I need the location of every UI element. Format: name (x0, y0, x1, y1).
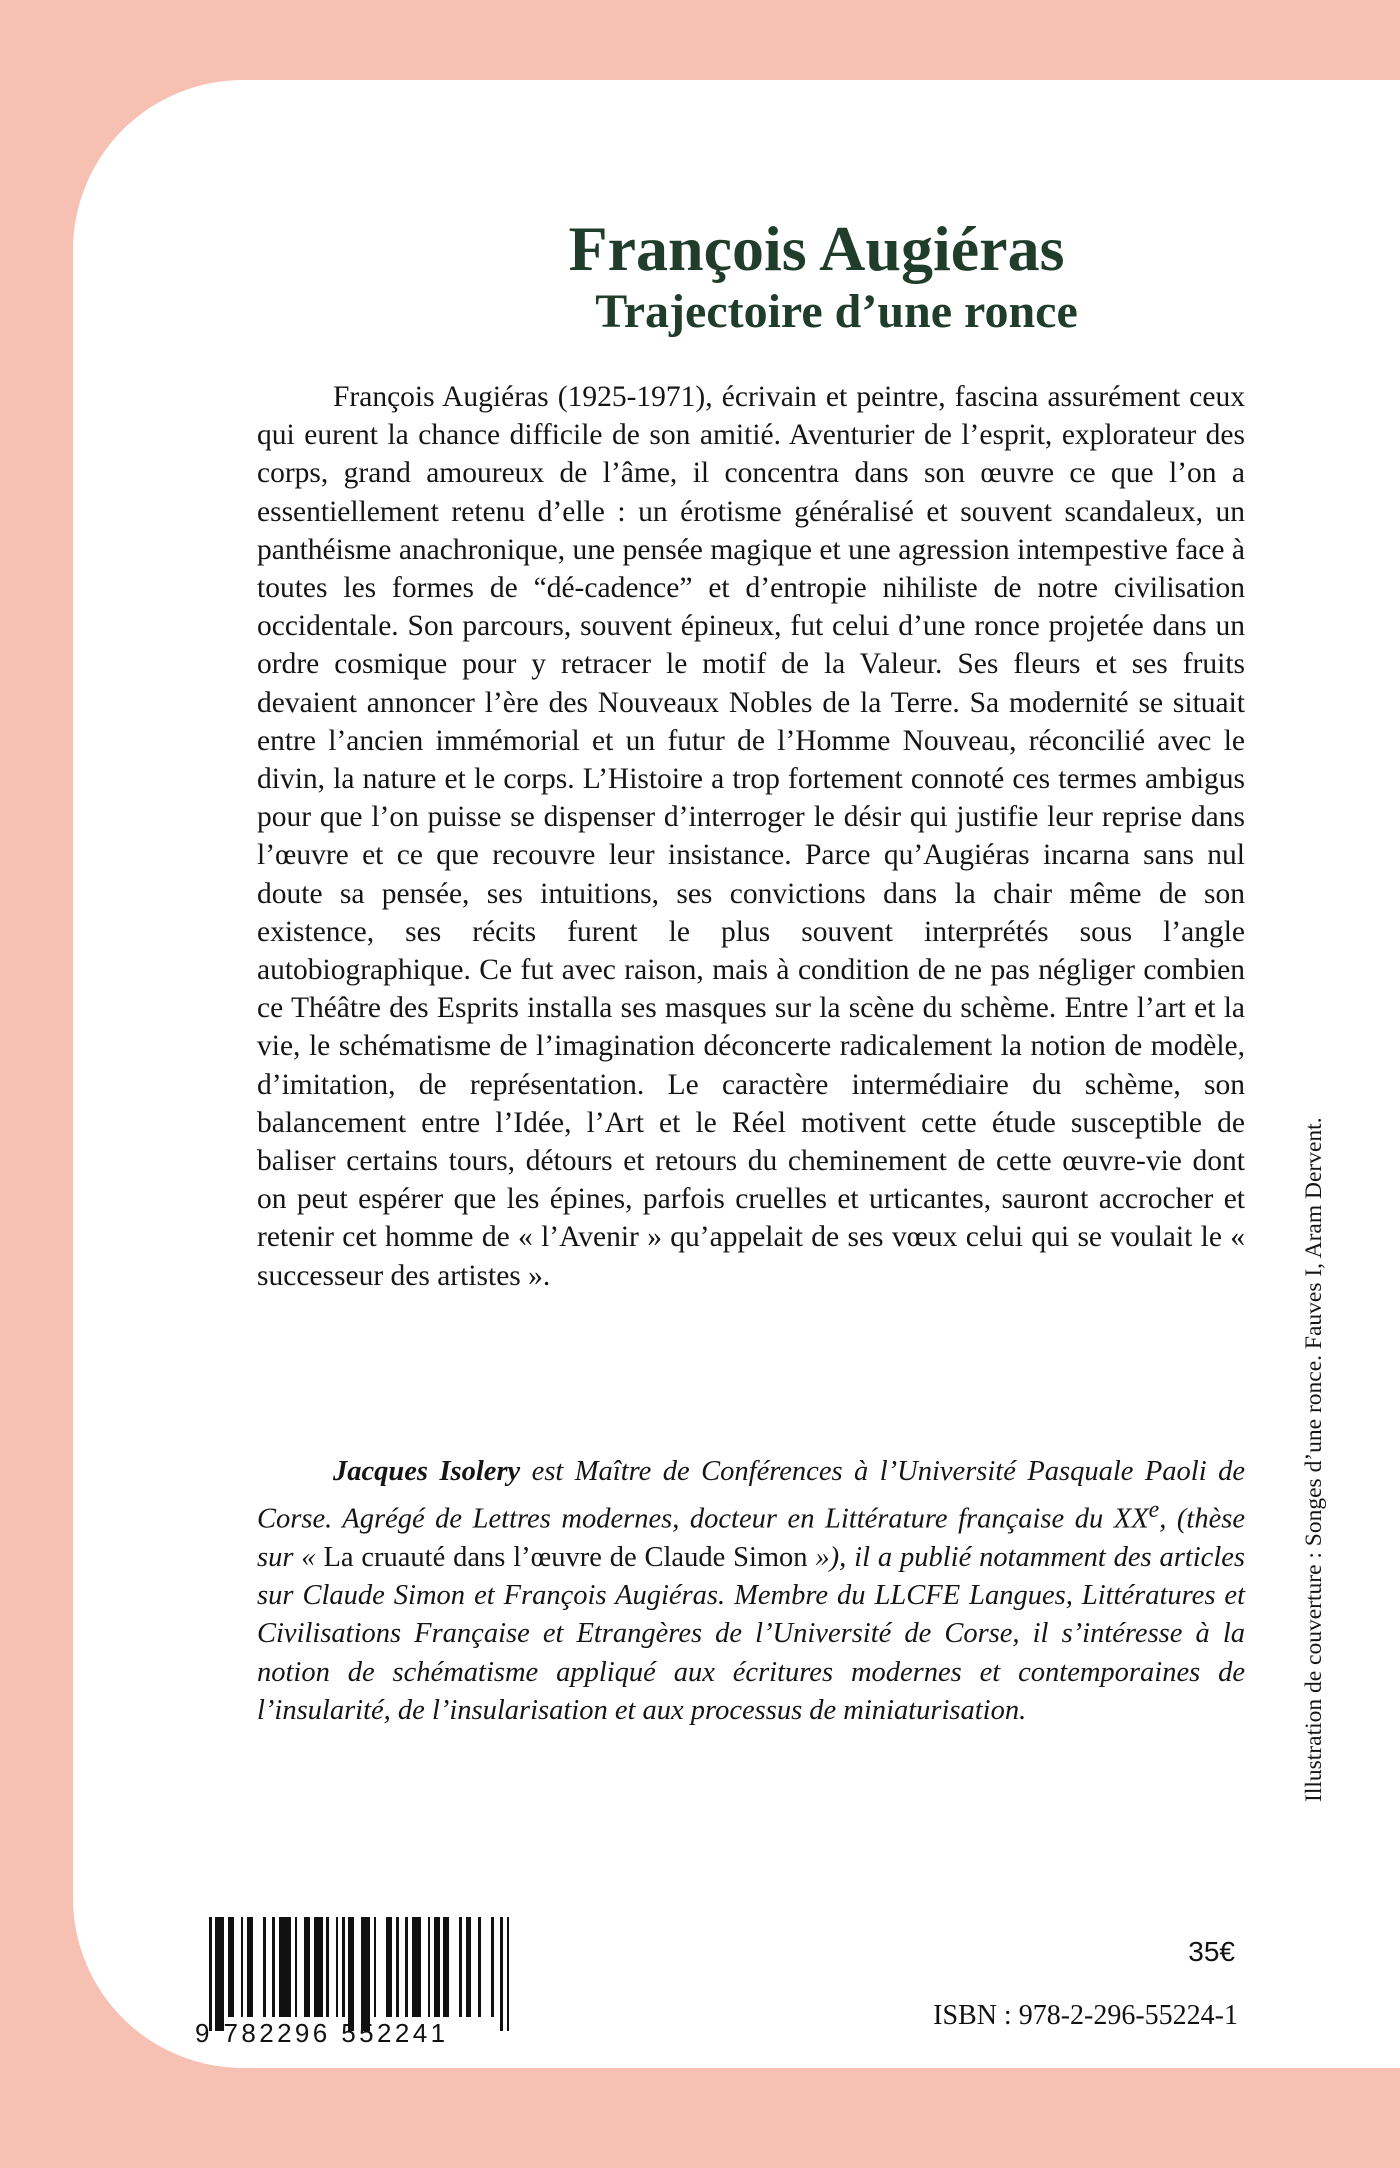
barcode-bar (396, 1917, 399, 2017)
thesis-title: La cruauté dans l’œuvre de Claude Simon (323, 1541, 808, 1573)
barcode-bar (215, 1917, 224, 2031)
century-superscript: e (1148, 1497, 1160, 1524)
barcode-bar (304, 1917, 310, 2017)
barcode-bar (209, 1917, 212, 2031)
illustration-credit: Illustration de couverture : Songes d’une ronce. Fauves I, Aram Dervent. (1301, 1117, 1327, 1802)
barcode-bar (443, 1917, 449, 2017)
price: 35€ (1188, 1936, 1235, 1967)
barcode-bar (348, 1917, 354, 2031)
barcode-bar (342, 1917, 345, 2017)
bio-text-3: »), il a publié notamment des articles sur Claude Simon et François Augiéras. Membre du LLCFE Langues, Littératures et Civilisations Française et Etrangères de l’Université de Corse, il s’intéresse à la notion de schématisme appliqué aux écritures modernes et contemporaines de l’insularité, de l’insularisation et aux processus de miniaturisation. (257, 1541, 1245, 1726)
barcode-bar (500, 1917, 503, 2031)
barcode-bar (336, 1917, 339, 2017)
book-subtitle: Trajectoire d’une ronce (595, 285, 1078, 338)
barcode-bar (478, 1917, 481, 2017)
barcode-bar (272, 1917, 275, 2017)
back-cover (73, 80, 1400, 2068)
barcode-bars (209, 1917, 513, 2017)
barcode-bar (459, 1917, 462, 2017)
barcode-bar (405, 1917, 408, 2017)
barcode-bar (247, 1917, 253, 2017)
barcode-bar (295, 1917, 298, 2017)
bio-text-1: est Maître de Conférences à l’Université Pasquale Paoli de Corse. Agrégé de Lettres modernes, docteur en Littérature française du XX (257, 1456, 1245, 1535)
barcode-bar (361, 1917, 370, 2031)
barcode-bar (279, 1917, 291, 2017)
barcode-bar (314, 1917, 323, 2017)
barcode-bar (326, 1917, 329, 2017)
barcode-bar (386, 1917, 392, 2017)
author-name: Jacques Isolery (333, 1456, 521, 1487)
bio-text-2: , (thèse sur « (257, 1503, 1245, 1573)
barcode-bar (466, 1917, 472, 2017)
barcode (195, 1917, 513, 2049)
barcode-bar (428, 1917, 431, 2017)
barcode-bar (374, 1917, 377, 2017)
barcode-bar (491, 1917, 494, 2017)
barcode-number: 9 782296 552241 (195, 2018, 449, 2048)
author-bio (257, 1453, 1245, 1730)
title-block (73, 214, 1400, 340)
barcode-bar (434, 1917, 440, 2017)
isbn: ISBN : 978-2-296-55224-1 (933, 2000, 1238, 2031)
barcode-bar (228, 1917, 234, 2017)
book-title: François Augiéras (568, 213, 1065, 284)
barcode-bar (263, 1917, 266, 2017)
barcode-bar (507, 1917, 510, 2031)
barcode-bar (241, 1917, 244, 2017)
book-summary: François Augiéras (1925-1971), écrivain et peintre, fascina assurément ceux qui eurent la chance difficile de son amitié. Aventurier de l’esprit, explorateur des corps, grand amoureux de l’âme, il concentra dans son œuvre ce que l’on a essentiellement retenu d’elle : un érotisme généralisé et souvent scandaleux, un panthéisme anachronique, une pensée magique et une agression intempestive face à toutes les formes de “dé-cadence” et d’entropie nihiliste de notre civilisation occidentale. Son parcours, souvent épineux, fut celui d’une ronce projetée dans un ordre cosmique pour y retracer le motif de la Valeur. Ses fleurs et ses fruits devaient annoncer l’ère des Nouveaux Nobles de la Terre. Sa modernité se situait entre l’ancien immémorial et un futur de l’Homme Nouveau, réconcilié avec le divin, la nature et le corps. L’Histoire a trop fortement connoté ces termes ambigus pour que l’on puisse se dispenser d’interroger le désir qui justifie leur reprise dans l’œuvre et ce que recouvre leur insistance. Parce qu’Augiéras incarna sans nul doute sa pensée, ses intuitions, ses convictions dans la chair même de son existence, ses récits furent le plus souvent interprétés sous l’angle autobiographique. Ce fut avec raison, mais à condition de ne pas négliger combien ce Théâtre des Esprits installa ses masques sur la scène du schème. Entre l’art et la vie, le schématisme de l’imagination déconcerte radicalement la notion de modèle, d’imitation, de représentation. Le caractère intermédiaire du schème, son balancement entre l’Idée, l’Art et le Réel motivent cette étude susceptible de baliser certains tours, détours et retours du cheminement de cette œuvre-vie dont on peut espérer que les épines, parfois cruelles et urticantes, sauront accrocher et retenir cet homme de « l’Avenir » qu’appelait de ses vœux celui qui se voulait le « successeur des artistes ». (257, 381, 1245, 1292)
barcode-bar (412, 1917, 421, 2017)
